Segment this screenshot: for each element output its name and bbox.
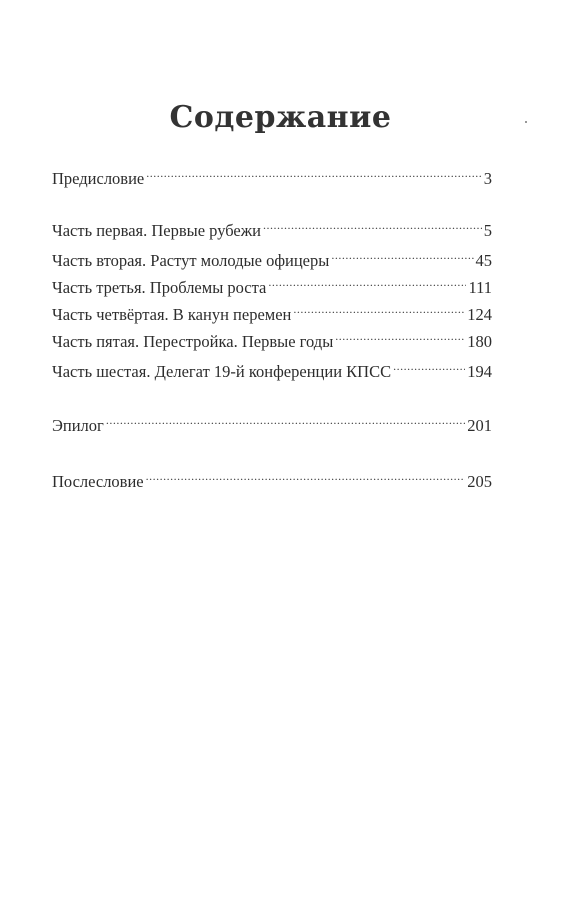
dot-leader — [146, 162, 482, 184]
toc-entry-part-1 — [52, 214, 492, 240]
toc-entry-page: 124 — [467, 305, 492, 324]
toc-entry-label: Часть пятая. Перестройка. Первые годы — [52, 332, 334, 351]
dot-leader — [393, 355, 465, 377]
dot-leader — [331, 244, 473, 266]
toc-entry-page: 194 — [467, 362, 492, 381]
dot-leader — [106, 409, 465, 431]
dot-leader — [335, 325, 465, 347]
page-title: Содержание — [169, 100, 392, 135]
toc-entry-label: Часть четвёртая. В канун перемен — [52, 305, 292, 324]
toc-entry-page: 5 — [483, 221, 492, 240]
toc-entry-label: Предисловие — [52, 169, 145, 188]
toc-entry-page: 45 — [475, 251, 492, 270]
dot-leader — [146, 465, 466, 487]
dot-leader — [268, 271, 466, 293]
toc-entry-part-4 — [52, 298, 492, 324]
toc-entry-label: Часть первая. Первые рубежи — [52, 221, 261, 240]
toc-entry-page: 3 — [483, 169, 492, 188]
dot-leader — [263, 214, 482, 236]
toc-entry-page: 201 — [467, 416, 492, 435]
toc-entry-label: Часть третья. Проблемы роста — [52, 278, 267, 297]
toc-entry-label: Часть вторая. Растут молодые офицеры — [52, 251, 330, 270]
toc-entry-label: Послесловие — [52, 472, 144, 491]
toc-entry-epilogue — [52, 409, 492, 435]
toc-entry-page: 180 — [467, 332, 492, 351]
toc-entry-part-3 — [52, 271, 492, 297]
toc-entry-page: 205 — [467, 472, 492, 491]
toc-entry-afterword — [52, 465, 492, 491]
toc-entry-part-2 — [52, 244, 492, 270]
toc-entry-label: Эпилог — [52, 416, 104, 435]
toc-entry-label: Часть шестая. Делегат 19-й конференции КПСС — [52, 362, 392, 381]
toc-entry-preface — [52, 162, 492, 188]
dot-leader — [293, 298, 465, 320]
toc-entry-part-6 — [52, 355, 492, 381]
toc-entry-page: 111 — [468, 278, 492, 297]
toc-entry-part-5 — [52, 325, 492, 351]
scan-speck — [525, 121, 527, 123]
